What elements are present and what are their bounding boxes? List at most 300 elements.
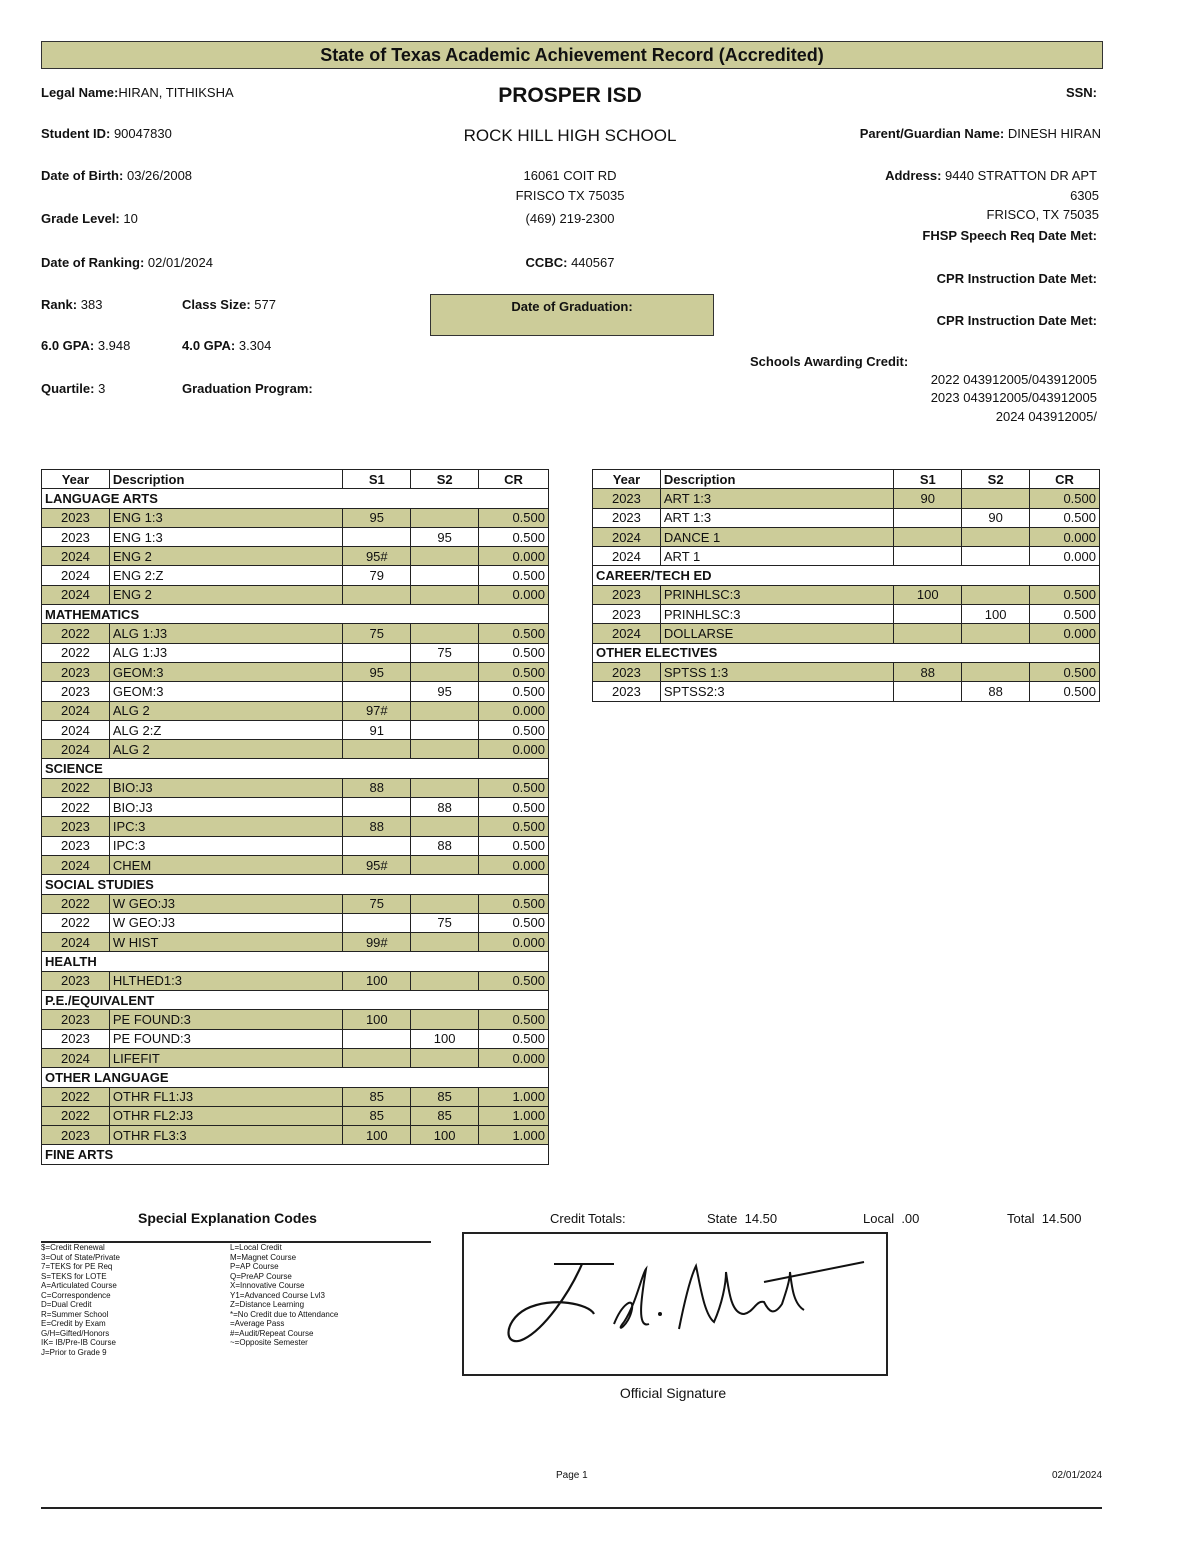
course-s1 bbox=[343, 585, 411, 604]
course-year: 2023 bbox=[42, 508, 110, 527]
table-row bbox=[42, 547, 549, 566]
course-s1 bbox=[343, 1048, 411, 1067]
footer-rule bbox=[41, 1507, 1102, 1509]
code-entry: C=Correspondence bbox=[41, 1290, 111, 1300]
course-credit: 1.000 bbox=[479, 1087, 549, 1106]
school-address-line2: FRISCO TX 75035 bbox=[515, 188, 625, 203]
code-entry: X=Innovative Course bbox=[230, 1281, 305, 1290]
course-year: 2023 bbox=[593, 682, 661, 701]
course-credit: 0.500 bbox=[479, 1029, 549, 1048]
table-row bbox=[42, 720, 549, 739]
course-description: W HIST bbox=[109, 933, 342, 952]
parent-guardian: Parent/Guardian Name: DINESH HIRAN bbox=[859, 126, 1101, 141]
course-description: ENG 2 bbox=[109, 547, 342, 566]
course-description: OTHR FL2:J3 bbox=[109, 1106, 342, 1125]
course-description: ALG 1:J3 bbox=[109, 624, 342, 643]
course-year: 2024 bbox=[42, 720, 110, 739]
code-entry: =Average Pass bbox=[230, 1319, 285, 1328]
course-s2 bbox=[411, 566, 479, 585]
section-title: P.E./EQUIVALENT bbox=[42, 991, 549, 1010]
course-year: 2022 bbox=[42, 1106, 110, 1125]
course-s2 bbox=[411, 1010, 479, 1029]
course-s2: 100 bbox=[962, 605, 1030, 624]
course-s1: 85 bbox=[343, 1106, 411, 1125]
class-size: Class Size: 577 bbox=[182, 297, 276, 312]
course-description: BIO:J3 bbox=[109, 798, 342, 817]
course-description: SPTSS2:3 bbox=[660, 682, 893, 701]
course-credit: 0.500 bbox=[1030, 585, 1100, 604]
col-s1: S1 bbox=[894, 470, 962, 489]
rank: Rank: 383 bbox=[41, 297, 103, 312]
course-year: 2023 bbox=[42, 1029, 110, 1048]
course-s1: 75 bbox=[343, 624, 411, 643]
course-credit: 0.000 bbox=[479, 585, 549, 604]
course-credit: 0.000 bbox=[479, 701, 549, 720]
table-row bbox=[42, 643, 549, 662]
course-s2 bbox=[411, 624, 479, 643]
course-s2 bbox=[962, 527, 1030, 546]
school-address-line1: 16061 COIT RD bbox=[523, 168, 617, 183]
course-s1 bbox=[894, 527, 962, 546]
table-row bbox=[42, 527, 549, 546]
course-year: 2023 bbox=[593, 662, 661, 681]
code-entry: M=Magnet Course bbox=[230, 1252, 297, 1262]
code-entry: D=Dual Credit bbox=[41, 1300, 92, 1309]
course-credit: 0.500 bbox=[1030, 605, 1100, 624]
course-credit: 0.500 bbox=[479, 817, 549, 836]
schools-awarding-credit-2: 2023 043912005/043912005 bbox=[930, 390, 1097, 405]
course-s1 bbox=[343, 740, 411, 759]
table-row bbox=[42, 778, 549, 797]
course-credit: 0.000 bbox=[479, 1048, 549, 1067]
cpr-instruction-2: CPR Instruction Date Met: bbox=[936, 313, 1097, 328]
transcript-title: State of Texas Academic Achievement Record (Accredited) bbox=[41, 41, 1103, 69]
course-s1: 85 bbox=[343, 1087, 411, 1106]
section-header bbox=[593, 566, 1100, 585]
col-s1: S1 bbox=[343, 470, 411, 489]
course-s1: 95 bbox=[343, 662, 411, 681]
course-s2: 95 bbox=[411, 682, 479, 701]
course-description: PE FOUND:3 bbox=[109, 1010, 342, 1029]
col-year: Year bbox=[42, 470, 110, 489]
table-row bbox=[42, 508, 549, 527]
table-row bbox=[42, 740, 549, 759]
section-header bbox=[42, 489, 549, 508]
course-s2: 88 bbox=[411, 836, 479, 855]
code-entry: *=No Credit due to Attendance bbox=[230, 1309, 339, 1319]
section-header bbox=[42, 952, 549, 971]
course-description: ENG 1:3 bbox=[109, 527, 342, 546]
section-header bbox=[42, 875, 549, 894]
course-description: ART 1:3 bbox=[660, 508, 893, 527]
course-s1 bbox=[343, 682, 411, 701]
code-entry: 3=Out of State/Private bbox=[41, 1252, 120, 1262]
course-credit: 0.000 bbox=[1030, 624, 1100, 643]
course-credit: 0.500 bbox=[479, 913, 549, 932]
course-s2 bbox=[962, 489, 1030, 508]
course-s1: 88 bbox=[343, 778, 411, 797]
table-header bbox=[593, 470, 1100, 489]
course-description: DOLLARSE bbox=[660, 624, 893, 643]
code-entry: R=Summer School bbox=[41, 1309, 109, 1319]
course-s1: 79 bbox=[343, 566, 411, 585]
code-entry: J=Prior to Grade 9 bbox=[41, 1347, 107, 1357]
course-s1: 95# bbox=[343, 547, 411, 566]
course-description: GEOM:3 bbox=[109, 682, 342, 701]
course-credit: 0.500 bbox=[1030, 662, 1100, 681]
course-year: 2023 bbox=[42, 1126, 110, 1145]
course-year: 2024 bbox=[42, 566, 110, 585]
table-row bbox=[593, 624, 1100, 643]
school-name: ROCK HILL HIGH SCHOOL bbox=[463, 126, 677, 145]
code-entry: IK= IB/Pre-IB Course bbox=[41, 1338, 116, 1347]
course-description: DANCE 1 bbox=[660, 527, 893, 546]
course-year: 2024 bbox=[593, 624, 661, 643]
course-year: 2023 bbox=[593, 508, 661, 527]
course-s2: 90 bbox=[962, 508, 1030, 527]
address-line2: 6305 bbox=[1070, 188, 1099, 203]
course-s2: 75 bbox=[411, 643, 479, 662]
code-entry: Q=PreAP Course bbox=[230, 1271, 292, 1281]
table-row bbox=[42, 662, 549, 681]
col-s2: S2 bbox=[962, 470, 1030, 489]
section-header bbox=[42, 1068, 549, 1087]
official-signature-label: Official Signature bbox=[619, 1385, 727, 1401]
course-s1: 99# bbox=[343, 933, 411, 952]
table-row bbox=[593, 547, 1100, 566]
table-row bbox=[593, 682, 1100, 701]
section-title: CAREER/TECH ED bbox=[593, 566, 1100, 585]
course-credit: 0.500 bbox=[479, 720, 549, 739]
course-s1: 100 bbox=[894, 585, 962, 604]
col-s2: S2 bbox=[411, 470, 479, 489]
course-credit: 0.000 bbox=[1030, 527, 1100, 546]
course-table-right bbox=[592, 469, 1100, 702]
course-description: IPC:3 bbox=[109, 817, 342, 836]
table-row bbox=[42, 624, 549, 643]
course-s2 bbox=[411, 547, 479, 566]
course-s2: 100 bbox=[411, 1126, 479, 1145]
table-row bbox=[42, 701, 549, 720]
table-row bbox=[42, 894, 549, 913]
quartile: Quartile: 3 bbox=[41, 381, 106, 396]
table-row bbox=[42, 682, 549, 701]
course-s2 bbox=[962, 585, 1030, 604]
course-credit: 0.500 bbox=[479, 894, 549, 913]
district-name: PROSPER ISD bbox=[498, 84, 642, 107]
footer-date: 02/01/2024 bbox=[1052, 1470, 1103, 1481]
table-row bbox=[42, 1010, 549, 1029]
table-header bbox=[42, 470, 549, 489]
course-year: 2023 bbox=[593, 585, 661, 604]
course-description: OTHR FL1:J3 bbox=[109, 1087, 342, 1106]
table-row bbox=[593, 489, 1100, 508]
graduation-program: Graduation Program: bbox=[182, 381, 313, 396]
course-s1 bbox=[343, 913, 411, 932]
course-s2 bbox=[962, 662, 1030, 681]
course-credit: 0.500 bbox=[479, 1010, 549, 1029]
course-s2: 95 bbox=[411, 527, 479, 546]
page-number: Page 1 bbox=[556, 1470, 588, 1481]
course-year: 2024 bbox=[593, 527, 661, 546]
code-entry: $=Credit Renewal bbox=[41, 1243, 105, 1252]
col-cr: CR bbox=[479, 470, 549, 489]
date-of-ranking: Date of Ranking: 02/01/2024 bbox=[41, 255, 213, 270]
course-credit: 0.000 bbox=[479, 547, 549, 566]
table-row bbox=[42, 971, 549, 990]
table-row bbox=[42, 1087, 549, 1106]
section-header bbox=[42, 605, 549, 624]
code-entry: 7=TEKS for PE Req bbox=[41, 1262, 113, 1271]
table-row bbox=[42, 933, 549, 952]
course-s1 bbox=[343, 527, 411, 546]
code-entry: #=Audit/Repeat Course bbox=[230, 1328, 314, 1338]
course-year: 2022 bbox=[42, 798, 110, 817]
signature-image bbox=[464, 1234, 886, 1374]
credit-local: Local .00 bbox=[863, 1211, 920, 1226]
course-credit: 0.000 bbox=[1030, 547, 1100, 566]
course-s1 bbox=[894, 605, 962, 624]
table-row bbox=[42, 1048, 549, 1067]
course-year: 2023 bbox=[593, 489, 661, 508]
course-description: OTHR FL3:3 bbox=[109, 1126, 342, 1145]
course-year: 2023 bbox=[42, 817, 110, 836]
code-entry: S=TEKS for LOTE bbox=[41, 1271, 107, 1281]
code-entry: L=Local Credit bbox=[230, 1243, 282, 1252]
section-title: FINE ARTS bbox=[42, 1145, 549, 1164]
course-s2 bbox=[962, 624, 1030, 643]
course-credit: 0.500 bbox=[479, 662, 549, 681]
course-s1 bbox=[343, 1029, 411, 1048]
section-title: MATHEMATICS bbox=[42, 605, 549, 624]
table-row bbox=[42, 1106, 549, 1125]
cpr-instruction-1: CPR Instruction Date Met: bbox=[936, 271, 1097, 286]
grade-level: Grade Level: 10 bbox=[41, 211, 138, 226]
course-s2: 85 bbox=[411, 1087, 479, 1106]
course-s2: 88 bbox=[962, 682, 1030, 701]
table-row bbox=[42, 1029, 549, 1048]
course-s2 bbox=[411, 740, 479, 759]
course-credit: 0.500 bbox=[479, 624, 549, 643]
course-credit: 0.500 bbox=[479, 508, 549, 527]
section-title: HEALTH bbox=[42, 952, 549, 971]
course-year: 2024 bbox=[42, 740, 110, 759]
table-row bbox=[42, 836, 549, 855]
course-description: ART 1:3 bbox=[660, 489, 893, 508]
code-entry: Y1=Advanced Course Lvl3 bbox=[230, 1290, 325, 1300]
credit-totals-label: Credit Totals: bbox=[550, 1211, 626, 1226]
course-credit: 0.500 bbox=[479, 778, 549, 797]
course-year: 2022 bbox=[42, 778, 110, 797]
course-credit: 0.500 bbox=[479, 836, 549, 855]
course-s2 bbox=[411, 720, 479, 739]
course-description: CHEM bbox=[109, 855, 342, 874]
course-credit: 0.500 bbox=[1030, 489, 1100, 508]
course-year: 2024 bbox=[42, 701, 110, 720]
section-title: OTHER ELECTIVES bbox=[593, 643, 1100, 662]
course-s1: 90 bbox=[894, 489, 962, 508]
course-s2: 75 bbox=[411, 913, 479, 932]
course-year: 2023 bbox=[593, 605, 661, 624]
course-credit: 1.000 bbox=[479, 1106, 549, 1125]
legal-name: Legal Name:HIRAN, TITHIKSHA bbox=[41, 85, 234, 100]
course-s1: 97# bbox=[343, 701, 411, 720]
section-title: SOCIAL STUDIES bbox=[42, 875, 549, 894]
col-year: Year bbox=[593, 470, 661, 489]
course-credit: 0.000 bbox=[479, 855, 549, 874]
course-s2 bbox=[411, 662, 479, 681]
address-line1: Address: 9440 STRATTON DR APT bbox=[885, 168, 1097, 183]
section-title: LANGUAGE ARTS bbox=[42, 489, 549, 508]
section-header bbox=[42, 991, 549, 1010]
course-s2 bbox=[411, 778, 479, 797]
course-credit: 0.500 bbox=[479, 971, 549, 990]
col-cr: CR bbox=[1030, 470, 1100, 489]
course-s2: 100 bbox=[411, 1029, 479, 1048]
course-s1: 100 bbox=[343, 1010, 411, 1029]
course-description: PRINHLSC:3 bbox=[660, 605, 893, 624]
course-credit: 0.500 bbox=[479, 643, 549, 662]
course-description: ENG 2:Z bbox=[109, 566, 342, 585]
course-s2 bbox=[411, 855, 479, 874]
code-entry: Z=Distance Learning bbox=[230, 1300, 305, 1309]
course-s2 bbox=[962, 547, 1030, 566]
course-s2 bbox=[411, 585, 479, 604]
codes-column-2 bbox=[230, 1243, 338, 1348]
course-description: IPC:3 bbox=[109, 836, 342, 855]
section-title: OTHER LANGUAGE bbox=[42, 1068, 549, 1087]
credit-total: Total 14.500 bbox=[1007, 1211, 1082, 1226]
table-row bbox=[42, 817, 549, 836]
table-row bbox=[593, 527, 1100, 546]
course-s1: 100 bbox=[343, 1126, 411, 1145]
course-s2: 85 bbox=[411, 1106, 479, 1125]
section-title: SCIENCE bbox=[42, 759, 549, 778]
col-description: Description bbox=[109, 470, 342, 489]
course-description: ALG 2 bbox=[109, 701, 342, 720]
code-entry: A=Articulated Course bbox=[41, 1281, 117, 1290]
code-entry: E=Credit by Exam bbox=[41, 1319, 106, 1328]
school-phone: (469) 219-2300 bbox=[525, 211, 615, 226]
course-year: 2022 bbox=[42, 643, 110, 662]
table-row bbox=[593, 662, 1100, 681]
course-s1 bbox=[343, 643, 411, 662]
course-year: 2024 bbox=[593, 547, 661, 566]
course-year: 2024 bbox=[42, 933, 110, 952]
course-description: LIFEFIT bbox=[109, 1048, 342, 1067]
table-row bbox=[42, 585, 549, 604]
table-row bbox=[42, 566, 549, 585]
gpa-4: 4.0 GPA: 3.304 bbox=[182, 338, 272, 353]
course-s1: 100 bbox=[343, 971, 411, 990]
course-description: PRINHLSC:3 bbox=[660, 585, 893, 604]
table-row bbox=[42, 1126, 549, 1145]
course-credit: 0.000 bbox=[479, 740, 549, 759]
course-s1: 91 bbox=[343, 720, 411, 739]
course-table-left bbox=[41, 469, 549, 1165]
section-header bbox=[593, 643, 1100, 662]
course-description: GEOM:3 bbox=[109, 662, 342, 681]
course-year: 2022 bbox=[42, 894, 110, 913]
course-credit: 0.500 bbox=[479, 682, 549, 701]
table-row bbox=[42, 798, 549, 817]
table-row bbox=[593, 508, 1100, 527]
course-s2 bbox=[411, 933, 479, 952]
date-of-graduation: Date of Graduation: bbox=[430, 294, 714, 336]
course-s1 bbox=[894, 508, 962, 527]
schools-awarding-credit-1: 2022 043912005/043912005 bbox=[930, 372, 1097, 387]
course-description: ART 1 bbox=[660, 547, 893, 566]
course-s2 bbox=[411, 971, 479, 990]
course-s2 bbox=[411, 1048, 479, 1067]
course-description: SPTSS 1:3 bbox=[660, 662, 893, 681]
course-year: 2023 bbox=[42, 682, 110, 701]
course-description: W GEO:J3 bbox=[109, 894, 342, 913]
course-description: HLTHED1:3 bbox=[109, 971, 342, 990]
course-s1: 95# bbox=[343, 855, 411, 874]
course-s1: 88 bbox=[894, 662, 962, 681]
course-credit: 0.500 bbox=[479, 798, 549, 817]
course-description: PE FOUND:3 bbox=[109, 1029, 342, 1048]
course-year: 2024 bbox=[42, 1048, 110, 1067]
course-year: 2023 bbox=[42, 527, 110, 546]
course-description: ALG 2 bbox=[109, 740, 342, 759]
table-row bbox=[42, 913, 549, 932]
course-year: 2024 bbox=[42, 547, 110, 566]
credit-state: State 14.50 bbox=[707, 1211, 778, 1226]
code-entry: G/H=Gifted/Honors bbox=[41, 1328, 110, 1338]
course-s1: 88 bbox=[343, 817, 411, 836]
course-s2 bbox=[411, 894, 479, 913]
ccbc: CCBC: 440567 bbox=[525, 255, 615, 270]
course-credit: 0.500 bbox=[479, 527, 549, 546]
course-year: 2023 bbox=[42, 662, 110, 681]
course-s1: 75 bbox=[343, 894, 411, 913]
course-credit: 1.000 bbox=[479, 1126, 549, 1145]
gpa-6: 6.0 GPA: 3.948 bbox=[41, 338, 131, 353]
col-description: Description bbox=[660, 470, 893, 489]
course-s1: 95 bbox=[343, 508, 411, 527]
course-year: 2023 bbox=[42, 971, 110, 990]
course-description: ENG 1:3 bbox=[109, 508, 342, 527]
course-credit: 0.500 bbox=[479, 566, 549, 585]
course-s2 bbox=[411, 701, 479, 720]
date-of-birth: Date of Birth: 03/26/2008 bbox=[41, 168, 193, 183]
course-year: 2023 bbox=[42, 1010, 110, 1029]
course-description: BIO:J3 bbox=[109, 778, 342, 797]
course-description: ALG 2:Z bbox=[109, 720, 342, 739]
codes-column-1 bbox=[41, 1243, 120, 1357]
course-year: 2022 bbox=[42, 913, 110, 932]
schools-awarding-credit-3: 2024 043912005/ bbox=[995, 409, 1097, 424]
course-s2 bbox=[411, 817, 479, 836]
course-year: 2023 bbox=[42, 836, 110, 855]
section-header bbox=[42, 1145, 549, 1164]
table-row bbox=[42, 855, 549, 874]
codes-title: Special Explanation Codes bbox=[138, 1210, 317, 1226]
course-s1 bbox=[894, 547, 962, 566]
schools-awarding-credit-label: Schools Awarding Credit: bbox=[750, 354, 909, 369]
table-row bbox=[593, 585, 1100, 604]
course-s1 bbox=[343, 836, 411, 855]
section-header bbox=[42, 759, 549, 778]
course-credit: 0.500 bbox=[1030, 682, 1100, 701]
table-row bbox=[593, 605, 1100, 624]
address-line3: FRISCO, TX 75035 bbox=[986, 207, 1099, 222]
student-id: Student ID: 90047830 bbox=[41, 126, 172, 141]
code-entry: ~=Opposite Semester bbox=[230, 1338, 308, 1347]
course-s1 bbox=[894, 624, 962, 643]
